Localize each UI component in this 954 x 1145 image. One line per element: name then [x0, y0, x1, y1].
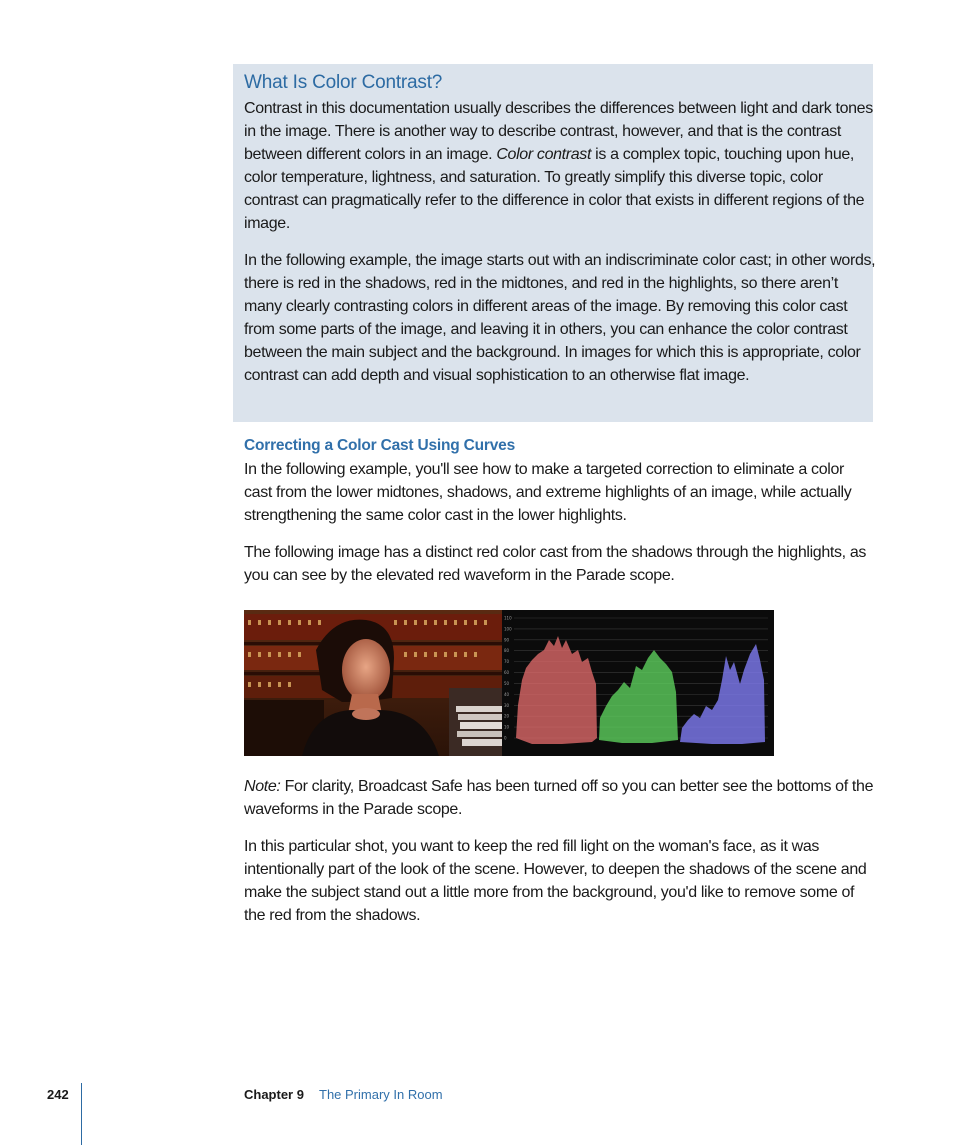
scope-tick-label: 90: [504, 637, 510, 643]
scope-tick-label: 10: [504, 724, 510, 730]
footer-chapter-label: Chapter 9: [244, 1087, 304, 1102]
sidebar-paragraph-1: Contrast in this documentation usually describes the differences between light and dark tones in the image. There is another way to describe contrast, however, and that is the contrast between different colors in an image. Color contrast is a complex topic, touching upon hue, color temperature, lightness, and saturation. To greatly simplify this diverse topic, color contrast can pragmatically refer to the difference in color that exists in different regions of the image.: [244, 100, 873, 232]
video-frame-image: [244, 610, 502, 756]
note-label: Note:: [244, 778, 281, 795]
scope-tick-label: 110: [504, 615, 512, 621]
page-number: 242: [47, 1087, 69, 1102]
scope-tick-label: 70: [504, 659, 510, 665]
scope-tick-label: 20: [504, 713, 510, 719]
scope-tick-label: 60: [504, 670, 510, 676]
section-paragraph-3: In this particular shot, you want to keep the red fill light on the woman's face, as it was intentionally part of the look of the scene. However, to deepen the shadows of the scene and make the subject stand out a little more from the background, you'd like to remove some of the red from the shadows.: [244, 838, 867, 924]
figure-video-and-parade-scope: [244, 610, 774, 756]
color-contrast-term: Color contrast: [496, 146, 592, 163]
scope-tick-label: 30: [504, 702, 510, 708]
scope-tick-label: 100: [504, 626, 512, 632]
sidebar-title: What Is Color Contrast?: [244, 72, 443, 93]
scope-tick-label: 50: [504, 680, 510, 686]
sidebar-paragraph-2: In the following example, the image starts out with an indiscriminate color cast; in other words, there is red in the shadows, red in the midtones, and red in the highlights, so there aren’t many clearly contrasting colors in different areas of the image. By removing this color cast from some parts of the image, and leaving it in others, you can enhance the color contrast between the main subject and the background. In images for which this is appropriate, color contrast can add depth and visual sophistication to an otherwise flat image.: [244, 252, 876, 384]
section-heading: Correcting a Color Cast Using Curves: [244, 437, 515, 454]
footer-divider: [81, 1083, 82, 1145]
scope-tick-label: 40: [504, 691, 510, 697]
section-paragraph-2: The following image has a distinct red color cast from the shadows through the highlights, as you can see by the elevated red waveform in the Parade scope.: [244, 544, 867, 584]
note-paragraph: Note: For clarity, Broadcast Safe has been turned off so you can better see the bottoms of the waveforms in the Parade scope.: [244, 778, 874, 818]
scope-tick-label: 80: [504, 648, 510, 654]
footer-chapter-title: The Primary In Room: [319, 1087, 443, 1102]
section-paragraph-1: In the following example, you'll see how to make a targeted correction to eliminate a color cast from the lower midtones, shadows, and extreme highlights of an image, while actually strengthening the same color cast in the lower highlights.: [244, 461, 852, 524]
parade-scope: [502, 610, 774, 756]
scope-tick-label: 0: [504, 735, 507, 741]
